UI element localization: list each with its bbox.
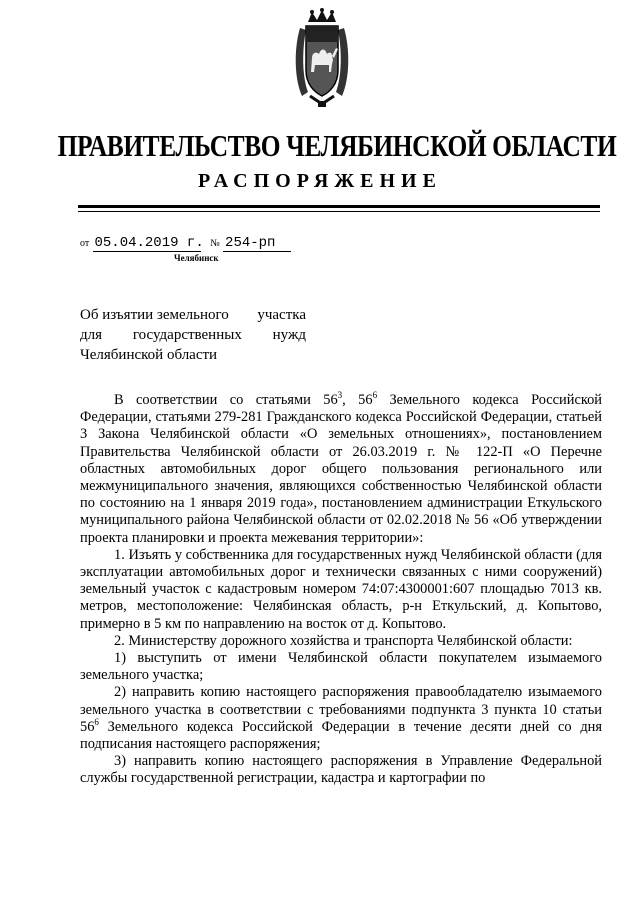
- document-subject: [80, 305, 306, 365]
- paragraph-subitem-2: 2) направить копию настоящего распоряжения правообладателю изымаемого земельного участка в соответствии с требованиями подпункта 3 пункта 10 статьи $56^6$ Земельного кодекса Российской Федерации в течение десяти дней со дня подписания настоящего распоряжения;: [80, 684, 602, 753]
- header-rule-thick: [78, 205, 600, 208]
- date-number-line: [80, 234, 291, 252]
- document-number: 254-рп: [223, 235, 291, 252]
- paragraph-item-1: 1. Изъять у собственника для государственных нужд Челябинской области (для эксплуатации автомобильных дорог и технически связанных с ними сооружений) земельный участок с кадастровым номером 74:07:4300001:607 площадью 7013 кв. метров, местоположение: Челябинская область, р-н Еткульский, д. Копытово, примерно в 5 км по направлению на восток от д. Копытово.: [80, 546, 602, 632]
- paragraph-preamble: В соответствии со статьями $56^3$, $56^6$ Земельного кодекса Российской Федерации, статьями 279-281 Гражданского кодекса Российской Федерации, статьей 3 Закона Челябинской области «О земельных отношениях», постановлением Правительства Челябинской области от 26.03.2019 г. № 122-П «О Перечне областных автомобильных дорог общего пользования регионального или межмуниципального значения, являющихся собственностью Челябинской области по состоянию на 1 января 2019 года», постановлением администрации Еткульского муниципального района Челябинской области от 02.02.2018 № 56 «Об утверждении проекта планировки и проекта межевания территории»:: [80, 390, 602, 546]
- paragraph-subitem-1: 1) выступить от имени Челябинской области покупателем изымаемого земельного участка;: [80, 650, 602, 684]
- subject-line-2a: для: [80, 327, 103, 343]
- coat-of-arms-icon: [292, 8, 352, 108]
- paragraph-item-2: 2. Министерству дорожного хозяйства и транспорта Челябинской области:: [114, 632, 573, 649]
- city-label: Челябинск: [174, 253, 219, 263]
- header-rule-thin: [78, 211, 600, 212]
- subject-line-1a: Об изъятии земельного: [80, 307, 229, 323]
- subject-line-1b: участка: [257, 307, 306, 323]
- government-title: ПРАВИТЕЛЬСТВО ЧЕЛЯБИНСКОЙ ОБЛАСТИ: [57, 128, 617, 163]
- subject-line-2b: государственных: [132, 327, 242, 343]
- document-body: [80, 392, 602, 788]
- from-label: от: [80, 238, 90, 249]
- document-date: 05.04.2019 г.: [94, 235, 204, 251]
- subject-line-3: Челябинской области: [80, 347, 218, 363]
- number-label: №: [210, 238, 220, 249]
- subject-line-2c: нужд: [272, 327, 306, 343]
- document-type: РАСПОРЯЖЕНИЕ: [198, 170, 442, 192]
- paragraph-subitem-3: 3) направить копию настоящего распоряжения в Управление Федеральной службы государственной регистрации, кадастра и картографии по: [80, 753, 602, 787]
